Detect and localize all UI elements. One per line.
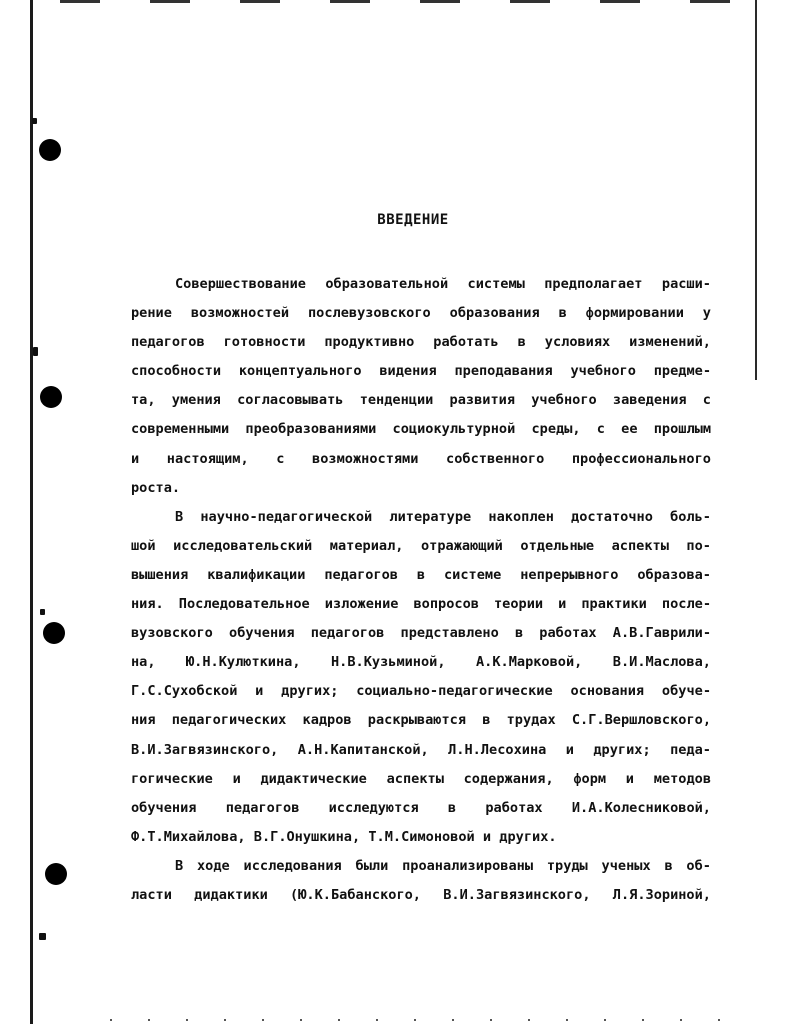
paragraph-1	[131, 270, 711, 503]
scan-left-border	[30, 0, 33, 1024]
text-line: способности концептуального видения преподавания учебного предме-	[131, 363, 711, 380]
paragraph-3	[131, 852, 711, 910]
scan-right-border	[755, 0, 757, 380]
text-line: В.И.Загвязинского, А.Н.Капитанской, Л.Н.Лесохина и других; педа-	[131, 741, 711, 758]
text-line: современными преобразованиями социокультурной среды, с ее прошлым	[131, 421, 711, 438]
scan-speck	[39, 933, 46, 940]
punch-hole	[43, 622, 65, 644]
text-line: на, Ю.Н.Кулюткина, Н.В.Кузьминой, А.К.Марковой, В.И.Маслова,	[131, 654, 711, 671]
body-text	[131, 270, 711, 910]
text-line: та, умения согласовывать тенденции развития учебного заведения с	[131, 392, 711, 409]
paragraph-2	[131, 503, 711, 852]
scan-speck	[32, 118, 37, 124]
scan-top-edge	[60, 0, 740, 3]
punch-hole	[40, 386, 62, 408]
text-line: Ф.Т.Михайлова, В.Г.Онушкина, Т.М.Симоновой и других.	[131, 828, 557, 845]
text-line: Г.С.Сухобской и других; социально-педагогические основания обуче-	[131, 683, 711, 700]
scan-bottom-edge	[110, 1019, 730, 1021]
text-line: гогические и дидактические аспекты содержания, форм и методов	[131, 770, 711, 787]
text-line: педагогов готовности продуктивно работать в условиях изменений,	[131, 334, 711, 351]
text-line: В научно-педагогической литературе накоплен достаточно боль-	[175, 508, 711, 525]
text-line: роста.	[131, 479, 181, 496]
text-line: рение возможностей послевузовского образования в формировании у	[131, 305, 711, 322]
punch-hole	[39, 139, 61, 161]
text-line: вузовского обучения педагогов представлено в работах А.В.Гаврили-	[131, 625, 711, 642]
text-line: шой исследовательский материал, отражающий отдельные аспекты по-	[131, 537, 711, 554]
punch-hole	[45, 863, 67, 885]
scan-speck	[33, 347, 38, 356]
text-line: обучения педагогов исследуются в работах И.А.Колесниковой,	[131, 799, 711, 816]
text-line: В ходе исследования были проанализированы труды ученых в об-	[175, 857, 711, 874]
text-line: Совершествование образовательной системы предполагает расши-	[175, 276, 711, 292]
text-line: и настоящим, с возможностями собственного профессионального	[131, 450, 711, 467]
page-title: ВВЕДЕНИЕ	[377, 212, 449, 228]
text-line: ния педагогических кадров раскрываются в трудах С.Г.Вершловского,	[131, 712, 711, 729]
text-line: ласти дидактики (Ю.К.Бабанского, В.И.Загвязинского, Л.Я.Зориной,	[131, 886, 711, 903]
text-line: вышения квалификации педагогов в системе непрерывного образова-	[131, 566, 711, 583]
scan-speck	[40, 609, 45, 615]
text-line: ния. Последовательное изложение вопросов теории и практики после-	[131, 596, 711, 613]
